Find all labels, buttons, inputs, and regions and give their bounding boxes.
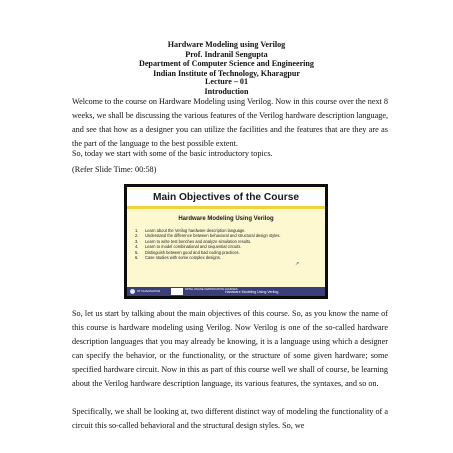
- paragraph-welcome: Welcome to the course on Hardware Modeling using Verilog. Now in this course over the next 8 weeks, we shall be discussing the various features of the Verilog hardware description language, and see that how as a designer you can utilize the facilities and the features that are they are as the part of the language to the best possible extent.: [72, 97, 388, 149]
- footer-program: NPTEL ONLINE CERTIFICATION COURSES: [185, 288, 238, 291]
- lecture-number: Lecture – 01: [204, 77, 248, 86]
- slide-time-reference: (Refer Slide Time: 00:58): [72, 165, 157, 174]
- footer-institute: IIT KHARAGPUR: [137, 289, 161, 293]
- slide-objectives-list: [135, 228, 317, 260]
- paragraph-modeling-styles: Specifically, we shall be looking at, two different distinct way of modeling the functionality of a circuit this so-called behavioral and the structural design styles. So, we: [72, 407, 388, 431]
- lecture-title: Introduction: [204, 86, 249, 96]
- slide-list-item: 6. Case studies with some complex designs.: [135, 255, 221, 261]
- slide-content: [127, 187, 325, 296]
- slide-title-divider: [127, 206, 325, 209]
- pointer-icon: ↗: [295, 261, 300, 267]
- footer-course-name: Hardware Modeling Using Verilog: [225, 289, 279, 294]
- slide-list-item: 3. Learn to write test benches and analyze simulation results.: [135, 238, 252, 244]
- slide-list-item: 4. Learn to model combinational and sequential circuits.: [135, 244, 242, 250]
- slide-list-item: 1. Learn about the Verilog hardware description language.: [135, 228, 246, 233]
- document-header: [0, 40, 453, 78]
- paragraph-objectives: So, let us start by talking about the main objectives of this course. So, as you know the name of this course is hardware modeling using Verilog. Now Verilog is one of the so-called hardware description languages that you may already be knowing, it is a language using which a designer can specify the behavior, or the functionality, or the structure of some given hardware; some specified hardware circuit. Now in this as part of this course well we shall of course, be learning about the Verilog hardware description language, its various features, the syntaxes, and so on.: [72, 309, 388, 389]
- iit-logo-icon: [130, 289, 135, 294]
- nptel-logo-icon: [171, 288, 183, 295]
- slide-list-item: 5. Distinguish between good and bad coding practices.: [135, 249, 240, 255]
- lecture-slide-image: [124, 184, 328, 299]
- course-title: Hardware Modeling using Verilog: [167, 40, 286, 49]
- slide-title: Main Objectives of the Course: [127, 190, 325, 206]
- lecture-heading: [0, 77, 453, 96]
- department-name: Department of Computer Science and Engineering: [139, 59, 314, 69]
- slide-footer-bar: [127, 287, 325, 296]
- paragraph-intro: So, today we start with some of the basic introductory topics.: [72, 149, 273, 158]
- institute-name: Indian Institute of Technology, Kharagpur: [153, 68, 300, 78]
- instructor-name: Prof. Indranil Sengupta: [185, 49, 268, 59]
- slide-list-item: 2. Understand the difference between behavioral and structural design styles.: [135, 233, 281, 239]
- slide-subtitle: Hardware Modeling Using Verilog: [178, 216, 274, 222]
